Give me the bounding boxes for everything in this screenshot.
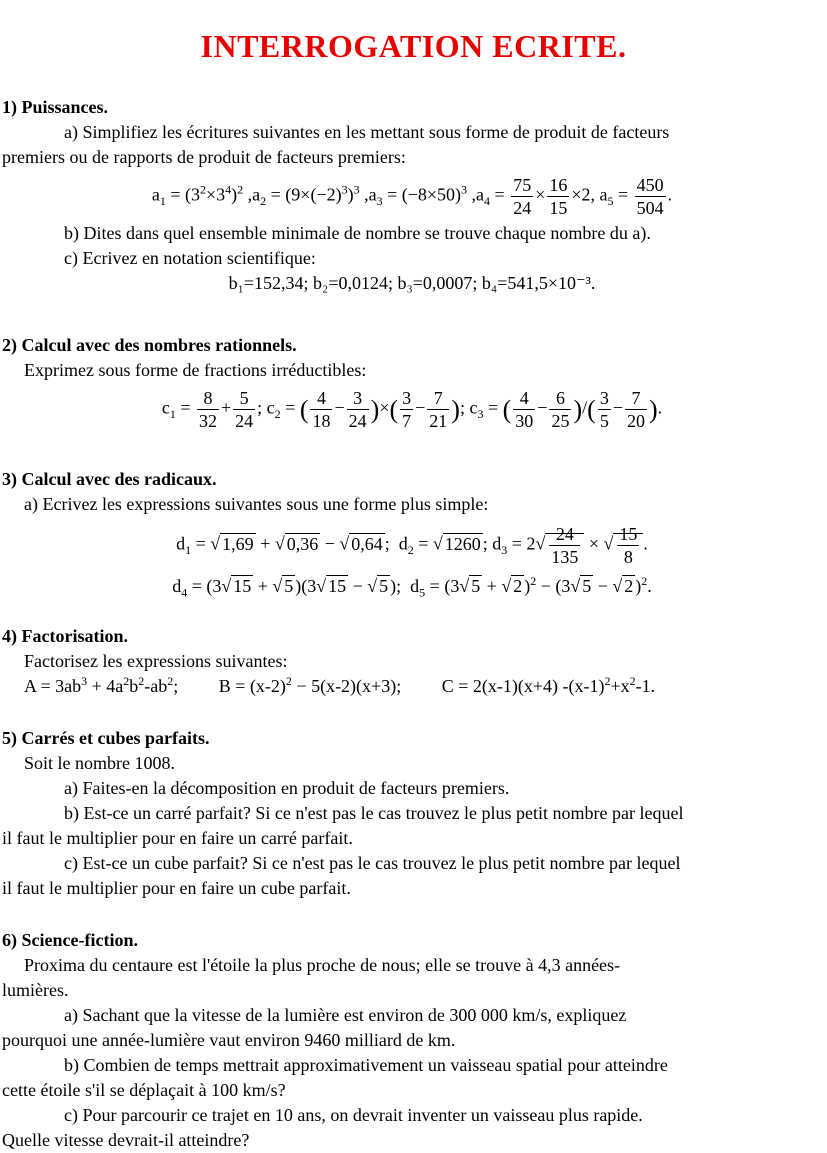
section-heading: 6) Science-fiction. [2,930,138,950]
section-carres-cubes [2,726,822,901]
question-text: Quelle vitesse devrait-il atteindre? [2,1130,250,1150]
question-text: Exprimez sous forme de fractions irréductibles: [24,360,367,380]
question-text: il faut le multiplier pour en faire un carré parfait. [2,828,353,848]
question-text: pourquoi une année-lumière vaut environ 9460 milliard de km. [2,1030,456,1050]
question-text: premiers ou de rapports de produit de facteurs premiers: [2,147,406,167]
formula-radicals-1: $d_1$ = √ 1,69 + √ 0,36 − √ 0,64 ; $d_2$ = √ 1260 ; $d_3 = 2√$ $\frac{24}{135}$ × √ $\frac{15}{8}$ . [176,524,648,567]
formula-powers: $a_1 = (3^2\times 3^4)^2$ $,a_2 = (9\times(-2)^3)^3$ $,a_3 = (-8\times 50)^3$ $,a_4$ = $\frac{75}{24}$ × $\frac{16}{15}$ ×2, $a_5$ = $\frac{450}{504}$ . [151,175,673,218]
page-title: INTERROGATION ECRITE. [200,28,627,64]
question-text: b) Est-ce un carré parfait? Si ce n'est pas le cas trouvez le plus petit nombre par lequel [64,803,684,823]
question-text: c) Est-ce un cube parfait? Si ce n'est pas le cas trouvez le plus petit nombre par lequel [64,853,681,873]
question-text: a) Faites-en la décomposition en produit de facteurs premiers. [64,778,510,798]
section-heading: 2) Calcul avec des nombres rationnels. [2,335,297,355]
question-text: a) Simplifiez les écritures suivantes en les mettant sous forme de produit de facteurs [64,122,670,142]
question-text: c) Ecrivez en notation scientifique: [64,248,316,268]
formula-fractions: $c_1$ = $\frac{8}{32}$ + $\frac{5}{24}$ ; $c_2$ = ( $\frac{4}{18}$ − $\frac{3}{24}$ )×( $\frac{3}{7}$ − $\frac{7}{21}$ ); $c_3$ = ( $\frac{4}{30}$ − $\frac{6}{25}$ )/( $\frac{3}{5}$ − $\frac{7}{20}$ ). [161,388,663,431]
section-science-fiction [2,928,822,1153]
formula-factorisation: $A = 3ab^3 + 4a^2b^2-ab^2$; $B = (x-2)^2 - 5(x-2)(x+3)$; C = 2(x-1)(x+4) $-(x-1)^2+x^2-1$. [24,674,656,696]
formula-radicals-2: $d_4 = (3√$ 15 + √ 5 )(3√ 15 − √ 5 ); $d_5 = (3√$ 5 + √ 2 )$^2$ − (3√ 5 − √ 2 )$^2$. [172,574,652,600]
section-heading: 4) Factorisation. [2,626,128,646]
question-text: a) Ecrivez les expressions suivantes sous une forme plus simple: [24,494,489,514]
question-text: b) Dites dans quel ensemble minimale de nombre se trouve chaque nombre du a). [64,223,651,243]
question-text: Factorisez les expressions suivantes: [24,651,288,671]
question-text: il faut le multiplier pour en faire un cube parfait. [2,878,351,898]
section-rationnels [2,333,822,432]
question-text: cette étoile s'il se déplaçait à 100 km/s? [2,1080,286,1100]
section-heading: 5) Carrés et cubes parfaits. [2,728,210,748]
scientific-values: b₁=152,34; b₂=0,0124; b₃=0,0007; b₄=541,5×10⁻³. [228,273,596,293]
section-factorisation [2,624,822,699]
question-text: Proxima du centaure est l'étoile la plus proche de nous; elle se trouve à 4,3 années- [24,955,621,975]
question-text: a) Sachant que la vitesse de la lumière est environ de 300 000 km/s, expliquez [64,1005,627,1025]
question-text: lumières. [2,980,69,1000]
section-radicaux [2,467,822,599]
question-text: c) Pour parcourir ce trajet en 10 ans, on devrait inventer un vaisseau plus rapide. [64,1105,643,1125]
section-heading: 3) Calcul avec des radicaux. [2,469,217,489]
section-puissances [2,95,822,296]
question-text: b) Combien de temps mettrait approximativement un vaisseau spatial pour atteindre [64,1055,668,1075]
section-heading: 1) Puissances. [2,97,109,117]
question-text: Soit le nombre 1008. [24,753,175,773]
